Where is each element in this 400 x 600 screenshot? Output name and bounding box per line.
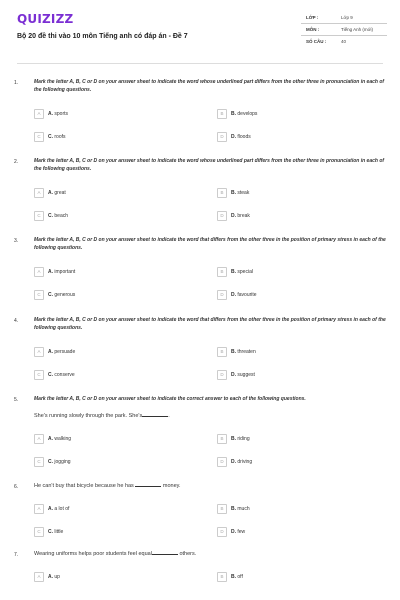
question-prompt: Mark the letter A, B, C or D on your answer sheet to indicate the word whose underlined part differs from the other three in pronunciation in each of the following questions. xyxy=(34,158,385,172)
option-box: B xyxy=(217,572,227,582)
question-text: Wearing uniforms helps poor students feel equal others. xyxy=(34,551,197,557)
option-box: B xyxy=(217,347,227,357)
question-prompt: Mark the letter A, B, C or D on your answer sheet to indicate the word that differs from the other three in the position of primary stress in each of the following questions. xyxy=(34,237,386,251)
option-text: little xyxy=(54,528,64,535)
option-text: off xyxy=(237,573,243,580)
option-text: jogging xyxy=(54,458,71,465)
question-number: 1. xyxy=(14,80,19,86)
option-text: generous xyxy=(54,291,76,298)
option-text: riding xyxy=(237,435,250,442)
answer-blank xyxy=(135,486,161,487)
document-title: Bộ 20 đề thi vào 10 môn Tiếng anh có đáp án - Đề 7 xyxy=(17,33,188,40)
meta-row-count xyxy=(301,36,387,48)
option-box: C xyxy=(34,527,44,537)
option-text: up xyxy=(54,573,60,580)
option-text: sports xyxy=(54,110,69,117)
option-text: important xyxy=(54,268,76,275)
option-box: A xyxy=(34,434,44,444)
option-text: much xyxy=(237,505,250,512)
question-number: 7. xyxy=(14,552,19,558)
question-number: 2. xyxy=(14,159,19,165)
option-box: A xyxy=(34,188,44,198)
question-text: She's running slowly through the park. She's . xyxy=(34,413,170,419)
meta-key: LỚP : xyxy=(306,15,319,20)
option-box: A xyxy=(34,504,44,514)
option-text: walking xyxy=(54,435,72,442)
option-text: great xyxy=(54,189,66,196)
option-box: D xyxy=(217,290,227,300)
worksheet-header xyxy=(0,0,400,62)
option-box: A xyxy=(34,347,44,357)
option-box: D xyxy=(217,132,227,142)
option-box: A xyxy=(34,267,44,277)
option-box: B xyxy=(217,434,227,444)
option-box: C xyxy=(34,132,44,142)
answer-blank xyxy=(142,416,168,417)
question-prompt: Mark the letter A, B, C or D on your answer sheet to indicate the word that differs from the other three in the position of primary stress in each of the following questions. xyxy=(34,317,386,331)
option-text: break xyxy=(237,212,250,219)
option-box: D xyxy=(217,457,227,467)
meta-value: Lớp 9 xyxy=(341,15,353,20)
answer-blank xyxy=(152,554,178,555)
option-text: few xyxy=(237,528,246,535)
question-prompt: Mark the letter A, B, C or D on your answer sheet to indicate the correct answer to each of the following questions. xyxy=(34,396,306,402)
question-number: 4. xyxy=(14,318,19,324)
meta-row-subject xyxy=(301,24,387,36)
option-text: driving xyxy=(237,458,253,465)
option-text: steak xyxy=(237,189,250,196)
option-text: suggest xyxy=(237,371,255,378)
option-box: D xyxy=(217,527,227,537)
option-text: favourite xyxy=(237,291,257,298)
option-text: develops xyxy=(237,110,258,117)
option-text: threaten xyxy=(237,348,256,355)
question-number: 6. xyxy=(14,484,19,490)
option-box: B xyxy=(217,109,227,119)
option-box: D xyxy=(217,211,227,221)
option-text: conserve xyxy=(54,371,75,378)
option-box: C xyxy=(34,457,44,467)
meta-row-grade xyxy=(301,12,387,24)
option-text: floods xyxy=(237,133,251,140)
option-text: beach xyxy=(54,212,69,219)
option-box: D xyxy=(217,370,227,380)
option-box: C xyxy=(34,290,44,300)
option-box: C xyxy=(34,370,44,380)
question-number: 5. xyxy=(14,397,19,403)
quizizz-logo: QUIZIZZ xyxy=(17,12,74,26)
header-divider xyxy=(17,63,383,64)
meta-table xyxy=(301,12,387,48)
option-box: B xyxy=(217,188,227,198)
option-box: C xyxy=(34,211,44,221)
meta-value: 40 xyxy=(341,39,347,44)
meta-key: MÔN : xyxy=(306,27,320,32)
option-text: a lot of xyxy=(54,505,70,512)
option-box: B xyxy=(217,504,227,514)
option-text: special xyxy=(237,268,253,275)
meta-value: Tiếng Anh (mới) xyxy=(341,27,374,32)
meta-key: SỐ CÂU : xyxy=(306,39,327,44)
option-text: roofs xyxy=(54,133,66,140)
question-number: 3. xyxy=(14,238,19,244)
question-text: He can't buy that bicycle because he has money. xyxy=(34,483,181,489)
option-box: A xyxy=(34,109,44,119)
question-prompt: Mark the letter A, B, C or D on your answer sheet to indicate the word whose underlined part differs from the other three in pronunciation in each of the following questions. xyxy=(34,79,385,93)
worksheet-page: QUIZIZZ Bộ 20 đề thi vào 10 môn Tiếng anh có đáp án - Đề 7 LỚP : Lớp 9 MÔN : Tiếng Anh (mới) SỐ CÂU : 40 1. Mark the letter A, B, C or D on your answer sheet to indicate the word whose underlined part differs from the other three in pronunciation in each of the following questions. A A. sports B B. develops C C. roofs D D. floods 2. Mark the letter A, B, C or D on your answer sheet to indicate the word whose underlined part differs from the other three in pronunciation in each of the following questions. A A. great B B. steak C C. beach D D. break 3. Mark the letter A, B, C or D on your answer sheet to indicate the word that differs from the other three in the position of primary stress in each of the following questions. A A. important B B. special C C. generous D D. favourite 4. Mark the letter A, B, C or D on your answer sheet to indicate the word that differs from the other three in the position of primary stress in each of the following questions. A A. persuade B B. threaten C C. conserve D D. suggest 5. Mark the letter A, B, C or D on your answer sheet to indicate the correct answer to each of the following questions. She's running slowly through the park. She's . A A. walking B B. riding C C. jogging D D. driving 6. He can't buy that bicycle because he has money. A A. a lot of B B. much C C. little D D. few 7. Wearing uniforms helps poor students feel equal others. A A. up B B. off xyxy=(0,0,400,600)
option-box: A xyxy=(34,572,44,582)
option-box: B xyxy=(217,267,227,277)
option-text: persuade xyxy=(54,348,76,355)
